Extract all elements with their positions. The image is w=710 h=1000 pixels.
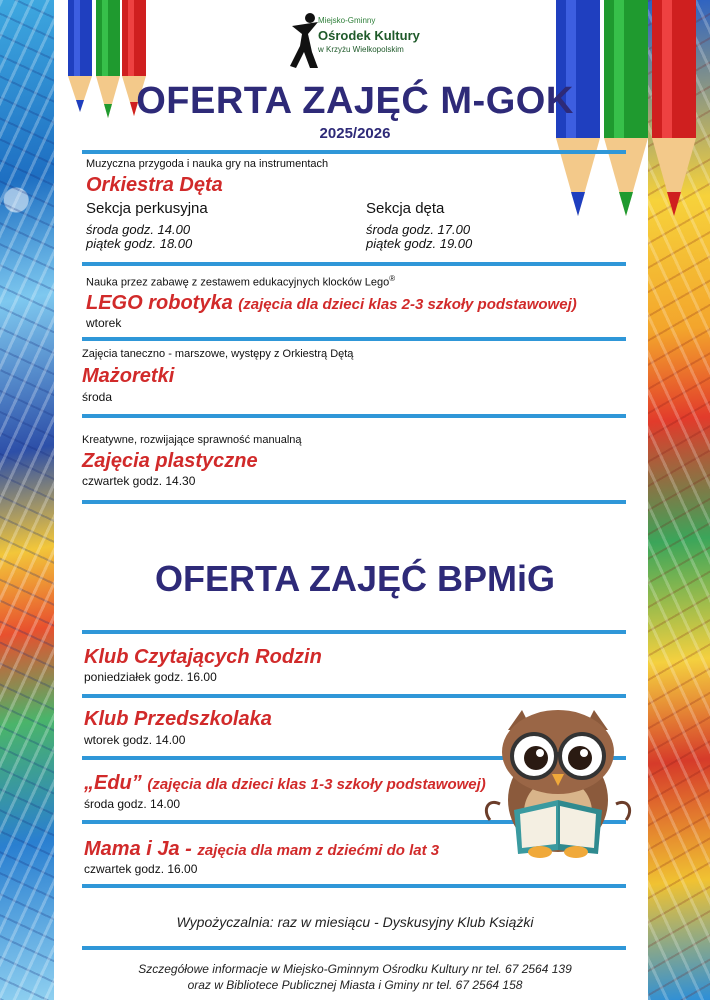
sekcja-perkusyjna: Sekcja perkusyjna bbox=[86, 200, 208, 217]
lego-note: (zajęcia dla dzieci klas 2-3 szkoły podstawowej) bbox=[238, 296, 577, 313]
deta-time-2: piątek godz. 19.00 bbox=[366, 236, 473, 251]
divider bbox=[82, 150, 626, 154]
bpmig-item-note: (zajęcia dla dzieci klas 1-3 szkoły podstawowej) bbox=[147, 776, 486, 793]
contact-info-2: oraz w Bibliotece Publicznej Miasta i Gminy nr tel. 67 2564 158 bbox=[187, 978, 523, 992]
logo-line-1: Miejsko-Gminny bbox=[318, 16, 376, 25]
perkusja-time-1: środa godz. 14.00 bbox=[86, 222, 191, 237]
dancer-logo-icon bbox=[288, 12, 322, 72]
orkiestra-tagline: Muzyczna przygoda i nauka gry na instrumentach bbox=[86, 158, 329, 170]
lego-day: wtorek bbox=[86, 316, 122, 330]
mgok-logo bbox=[288, 12, 428, 74]
bpmig-item-title: „Edu” bbox=[84, 772, 142, 794]
bpmig-item-title: Mama i Ja - bbox=[84, 838, 192, 860]
plastyczne-day: czwartek godz. 14.30 bbox=[82, 474, 196, 488]
plastyczne-title: Zajęcia plastyczne bbox=[82, 450, 258, 472]
logo-line-3: w Krzyżu Wielkopolskim bbox=[318, 45, 404, 54]
bpmig-item-day: środa godz. 14.00 bbox=[84, 797, 181, 811]
logo-line-2: Ośrodek Kultury bbox=[318, 28, 420, 43]
divider bbox=[82, 262, 626, 266]
plastyczne-tagline: Kreatywne, rozwijające sprawność manualną bbox=[82, 434, 302, 446]
deta-time-1: środa godz. 17.00 bbox=[366, 222, 471, 237]
lending-info: Wypożyczalnia: raz w miesiącu - Dyskusyjny Klub Książki bbox=[176, 914, 534, 930]
mazoretki-tagline: Zajęcia taneczno - marszowe, występy z Orkiestrą Dętą bbox=[82, 348, 354, 360]
perkusja-time-2: piątek godz. 18.00 bbox=[86, 236, 193, 251]
contact-info-1: Szczegółowe informacje w Miejsko-Gminnym Ośrodku Kultury nr tel. 67 2564 139 bbox=[138, 962, 572, 976]
divider bbox=[82, 414, 626, 418]
mazoretki-title: Mażoretki bbox=[82, 365, 175, 387]
bpmig-item-title-line bbox=[84, 772, 486, 795]
bpmig-item-day: wtorek godz. 14.00 bbox=[84, 733, 186, 747]
divider bbox=[82, 884, 626, 888]
divider bbox=[82, 946, 626, 950]
divider bbox=[82, 630, 626, 634]
lego-title-line bbox=[86, 292, 577, 315]
sekcja-deta: Sekcja dęta bbox=[366, 200, 445, 217]
orkiestra-title: Orkiestra Dęta bbox=[86, 174, 223, 196]
registered-mark: ® bbox=[389, 274, 396, 283]
bpmig-item-title: Klub Przedszkolaka bbox=[84, 708, 272, 730]
lego-tagline-text: Nauka przez zabawę z zestawem edukacyjnych klocków Lego bbox=[86, 276, 390, 289]
lego-tagline bbox=[86, 274, 395, 289]
divider bbox=[82, 694, 626, 698]
mazoretki-day: środa bbox=[82, 390, 113, 404]
bpmig-item-day: czwartek godz. 16.00 bbox=[84, 862, 198, 876]
divider bbox=[82, 337, 626, 341]
lego-title: LEGO robotyka bbox=[86, 292, 233, 314]
bpmig-item-note: zajęcia dla mam z dziećmi do lat 3 bbox=[197, 842, 440, 859]
bpmig-item-day: poniedziałek godz. 16.00 bbox=[84, 670, 217, 684]
bpmig-item-title-line bbox=[84, 838, 439, 861]
divider bbox=[82, 500, 626, 504]
season-year: 2025/2026 bbox=[319, 125, 391, 142]
bpmig-item-title: Klub Czytających Rodzin bbox=[84, 646, 322, 668]
page-title: OFERTA ZAJĘĆ M-GOK bbox=[136, 80, 574, 122]
paint-panel-left bbox=[0, 0, 54, 1000]
owl-reading-icon bbox=[478, 700, 638, 860]
bpmig-title: OFERTA ZAJĘĆ BPMiG bbox=[154, 558, 555, 599]
